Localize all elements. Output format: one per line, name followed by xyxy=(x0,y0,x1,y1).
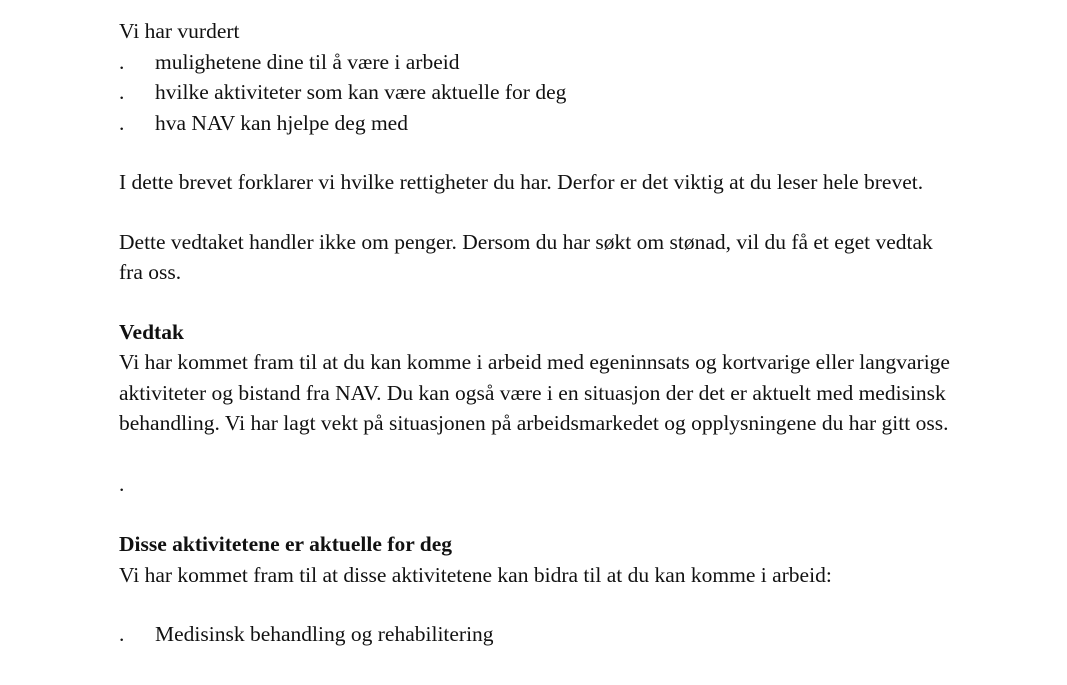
vedtak-heading: Vedtak xyxy=(119,319,184,344)
activities-intro: Vi har kommet fram til at disse aktivitetene kan bidra til at du kan komme i arbeid: xyxy=(119,562,832,587)
stray-dot: . xyxy=(119,471,125,496)
bullet-marker: . xyxy=(119,622,125,646)
intro-bullet xyxy=(119,108,1067,139)
intro-lead: Vi har vurdert xyxy=(119,19,240,43)
letter-document xyxy=(119,16,1067,650)
activities-heading: Disse aktivitetene er aktuelle for deg xyxy=(119,532,452,556)
spacer xyxy=(119,499,1067,529)
spacer xyxy=(119,138,1067,167)
spacer xyxy=(119,288,1067,317)
intro-bullet xyxy=(119,77,1067,108)
spacer xyxy=(119,439,1067,469)
vedtak-text-line: behandling. Vi har lagt vekt på situasjonen på arbeidsmarkedet og opplysningene du har gitt oss. xyxy=(119,411,949,435)
rights-paragraph: I dette brevet forklarer vi hvilke rettigheter du har. Derfor er det viktig at du leser hele brevet. xyxy=(119,170,924,194)
bullet-marker: . xyxy=(119,49,125,74)
intro-bullet-text: mulighetene dine til å være i arbeid xyxy=(155,49,460,74)
intro-bullet-text: hvilke aktiviteter som kan være aktuelle for deg xyxy=(155,80,567,104)
intro-bullet xyxy=(119,47,1067,78)
vedtak-text-line: Vi har kommet fram til at du kan komme i arbeid med egeninnsats og kortvarige eller langvarige xyxy=(119,350,950,374)
intro-bullet-text: hva NAV kan hjelpe deg med xyxy=(155,110,408,135)
money-paragraph-line: Dette vedtaket handler ikke om penger. Dersom du har søkt om stønad, vil du få et eget vedtak xyxy=(119,229,933,254)
spacer xyxy=(119,198,1067,227)
bullet-marker: . xyxy=(119,80,125,104)
vedtak-text-line: aktiviteter og bistand fra NAV. Du kan også være i en situasjon der det er aktuelt med medisinsk xyxy=(119,380,946,405)
activity-bullet-text: Medisinsk behandling og rehabilitering xyxy=(155,622,494,646)
activity-bullet xyxy=(119,619,1067,650)
bullet-marker: . xyxy=(119,110,125,135)
spacer xyxy=(119,590,1067,619)
money-paragraph-line: fra oss. xyxy=(119,260,182,284)
